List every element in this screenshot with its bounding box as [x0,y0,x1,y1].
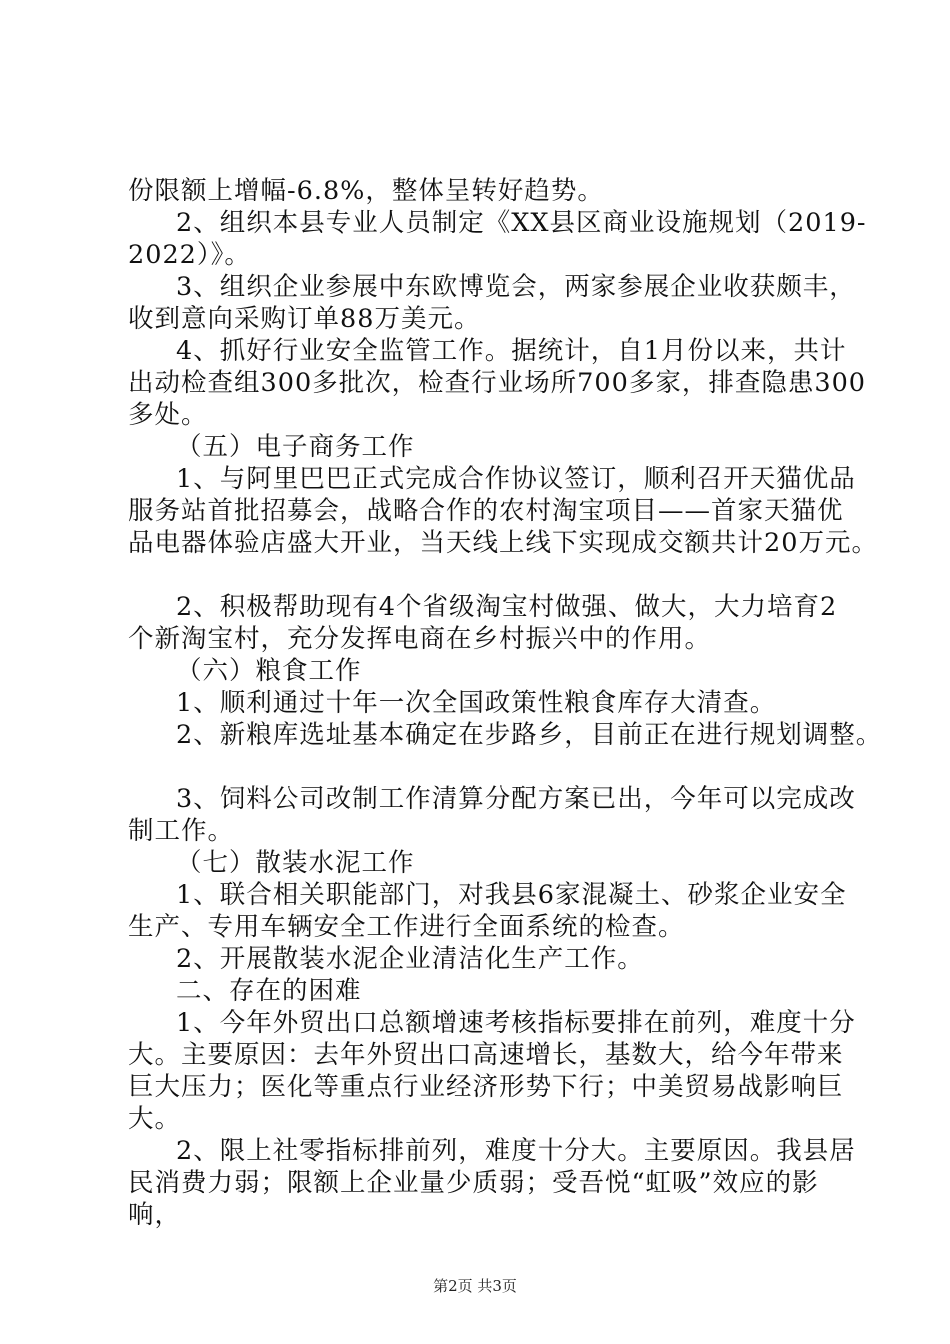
text-line: 2、组织本县专业人员制定《XX县区商业设施规划（2019- [176,208,867,238]
text-line: 品电器体验店盛大开业，当天线上线下实现成交额共计20万元。 [128,528,878,558]
text-line: 2、积极帮助现有4个省级淘宝村做强、做大，大力培育2 [176,592,838,622]
section-heading: 二、存在的困难 [176,976,362,1006]
text-line: 制工作。 [128,816,235,846]
text-line: 大。主要原因：去年外贸出口高速增长，基数大，给今年带来 [128,1040,844,1070]
text-line: 1、联合相关职能部门，对我县6家混凝土、砂浆企业安全 [176,880,847,910]
text-line: 大。 [128,1104,182,1134]
text-line: 民消费力弱；限额上企业量少质弱；受吾悦“虹吸”效应的影 [128,1168,819,1198]
text-line: 4、抓好行业安全监管工作。据统计，自1月份以来，共计 [176,336,847,366]
text-line: 2022）》。 [128,240,251,270]
text-line: 2、开展散装水泥企业清洁化生产工作。 [176,944,644,974]
text-line: 生产、专用车辆安全工作进行全面系统的检查。 [128,912,685,942]
text-line: 响， [128,1200,182,1230]
text-line: 1、顺利通过十年一次全国政策性粮食库存大清查。 [176,688,777,718]
text-line: 2、新粮库选址基本确定在步路乡，目前正在进行规划调整。 [176,720,883,750]
text-line: 3、饲料公司改制工作清算分配方案已出，今年可以完成改 [176,784,856,814]
text-line: 1、与阿里巴巴正式完成合作协议签订，顺利召开天猫优品 [176,464,856,494]
text-line: 巨大压力；医化等重点行业经济形势下行；中美贸易战影响巨 [128,1072,844,1102]
text-line: 个新淘宝村，充分发挥电商在乡村振兴中的作用。 [128,624,712,654]
section-heading: （五）电子商务工作 [176,432,415,462]
text-line: 多处。 [128,400,208,430]
text-line: 2、限上社零指标排前列，难度十分大。主要原因。我县居 [176,1136,856,1166]
text-line: 1、今年外贸出口总额增速考核指标要排在前列，难度十分 [176,1008,856,1038]
text-line: 出动检查组300多批次，检查行业场所700多家，排查隐患300 [128,368,867,398]
section-heading: （六）粮食工作 [176,656,362,686]
text-line: 份限额上增幅-6.8%，整体呈转好趋势。 [128,176,604,206]
text-line: 收到意向采购订单88万美元。 [128,304,481,334]
section-heading: （七）散装水泥工作 [176,848,415,878]
page-number-footer: 第2页 共3页 [433,1277,517,1295]
text-line: 服务站首批招募会，战略合作的农村淘宝项目——首家天猫优 [128,496,844,526]
text-line: 3、组织企业参展中东欧博览会，两家参展企业收获颇丰， [176,272,856,302]
